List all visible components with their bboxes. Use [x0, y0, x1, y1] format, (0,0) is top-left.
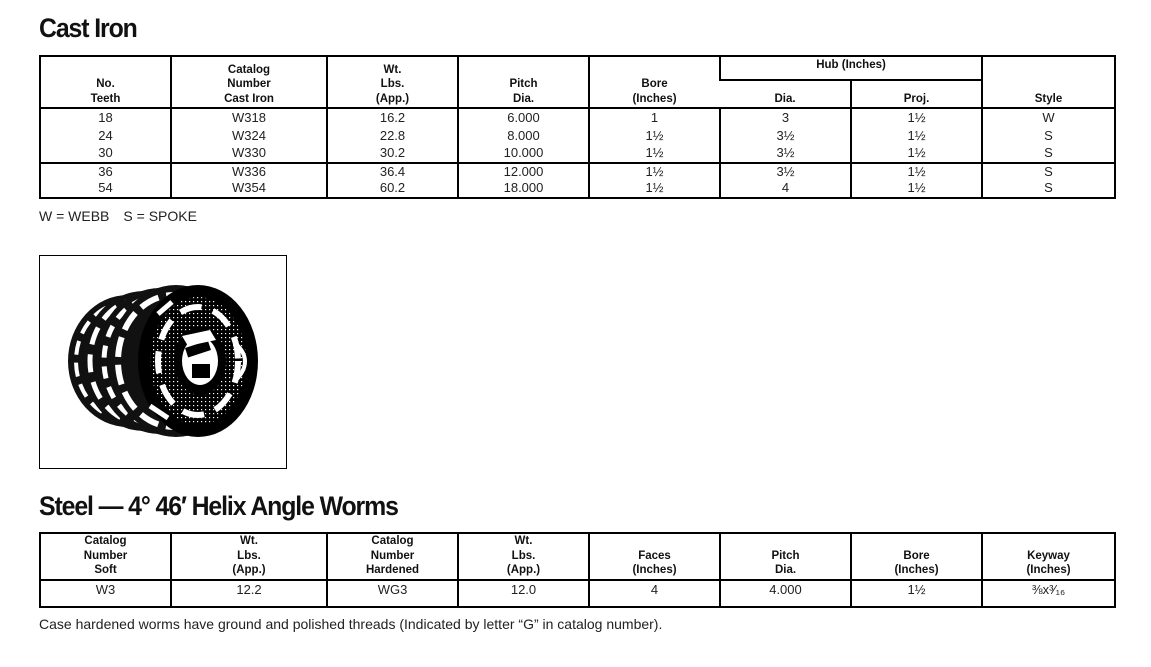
legend-webb: W = WEBB	[39, 208, 110, 224]
cell-teeth: 36	[40, 163, 171, 181]
table-row	[40, 127, 1115, 145]
cell-hub-proj: 1½	[851, 144, 982, 163]
header-line: Soft	[94, 564, 117, 576]
header-weight	[327, 56, 458, 108]
header-hub-group: Hub (Inches)	[720, 56, 982, 80]
header-weight-soft	[171, 533, 327, 580]
header-teeth	[40, 56, 171, 108]
header-line: (Inches)	[632, 564, 677, 576]
cell-hub-proj: 1½	[851, 180, 982, 198]
cell-bore: 1	[589, 108, 720, 127]
table-row	[40, 163, 1115, 181]
cast-iron-title: Cast Iron	[39, 13, 137, 43]
header-line: (Inches)	[894, 564, 939, 576]
cell-weight: 22.8	[327, 127, 458, 145]
worm-gear-illustration	[39, 255, 287, 469]
cell-teeth: 54	[98, 180, 113, 195]
cell-hub-dia: 3½	[720, 144, 851, 163]
header-keyway	[982, 533, 1115, 580]
cell-style: S	[982, 144, 1115, 163]
legend-spoke: S = SPOKE	[123, 208, 197, 224]
header-line: (App.)	[375, 92, 410, 105]
header-weight-hardened	[458, 533, 589, 580]
cell-style: S	[982, 163, 1115, 181]
cell-keyway: ⅜x³⁄₁₆	[982, 580, 1115, 607]
header-line: Number	[227, 78, 271, 90]
cell-weight-hard: 12.0	[458, 580, 589, 607]
cell-teeth: 18	[98, 110, 113, 125]
cell-weight: 30.2	[327, 144, 458, 163]
header-line: Catalog	[227, 63, 271, 76]
cell-hub-dia: 3½	[720, 127, 851, 145]
header-line: Dia.	[774, 564, 797, 576]
header-line: Pitch	[509, 78, 538, 90]
header-catalog-number	[171, 56, 327, 108]
header-line: Dia.	[512, 92, 535, 105]
header-line: Hardened	[365, 564, 420, 576]
header-hub-dia: Dia.	[720, 80, 851, 108]
cell-pitch: 8.000	[458, 127, 589, 145]
header-bore	[589, 56, 720, 108]
header-style: Style	[982, 56, 1115, 108]
cell-catalog-hard: WG3	[327, 580, 458, 607]
cell-weight: 36.4	[327, 163, 458, 181]
cell-teeth: 30	[98, 145, 113, 160]
cell-style: W	[982, 108, 1115, 127]
header-line: (App.)	[506, 564, 541, 576]
cell-catalog: W330	[171, 144, 327, 163]
cell-catalog: W354	[171, 180, 327, 198]
header-pitch-dia	[458, 56, 589, 108]
cast-iron-table	[39, 55, 1116, 199]
header-line: (App.)	[232, 564, 266, 576]
cell-hub-proj: 1½	[851, 127, 982, 145]
cell-hub-proj: 1½	[851, 163, 982, 181]
cell-teeth: 24	[98, 127, 113, 143]
cell-bore: 1½	[589, 180, 720, 198]
cell-catalog: W318	[171, 108, 327, 127]
table-row	[40, 180, 1115, 198]
cell-pitch: 4.000	[720, 580, 851, 607]
cell-hub-dia: 3	[720, 108, 851, 127]
header-line: No.	[96, 78, 115, 90]
style-legend	[39, 208, 197, 224]
header-catalog-soft	[40, 533, 171, 580]
worm-gear-drawing	[40, 256, 287, 469]
cell-bore: 1½	[589, 127, 720, 145]
cell-catalog-soft: W3	[95, 581, 116, 597]
cell-hub-proj: 1½	[851, 108, 982, 127]
cell-catalog: W336	[171, 163, 327, 181]
cell-bore: 1½	[589, 163, 720, 181]
cell-bore: 1½	[589, 144, 720, 163]
table-row	[40, 144, 1115, 163]
header-line: Catalog	[371, 535, 414, 547]
header-line: Bore	[903, 549, 930, 562]
header-line: Faces	[638, 549, 671, 562]
cell-weight: 60.2	[327, 180, 458, 198]
header-line: Lbs.	[237, 549, 261, 562]
header-line: (Inches)	[1026, 564, 1071, 576]
cell-pitch: 10.000	[458, 144, 589, 163]
cell-hub-dia: 4	[720, 180, 851, 198]
hardened-footnote: Case hardened worms have ground and polished threads (Indicated by letter “G” in catalog number).	[39, 616, 663, 632]
header-line: (Inches)	[632, 92, 677, 105]
cell-pitch: 6.000	[458, 108, 589, 127]
header-line: Catalog	[84, 535, 127, 547]
header-line: Cast Iron	[224, 92, 274, 105]
header-line: Teeth	[90, 92, 121, 105]
header-line: Wt.	[514, 535, 533, 547]
cell-weight-soft: 12.2	[171, 580, 327, 607]
cell-style: S	[982, 127, 1115, 145]
cell-bore: 1½	[851, 580, 982, 607]
header-faces	[589, 533, 720, 580]
cell-hub-dia: 3½	[720, 163, 851, 181]
cell-faces: 4	[589, 580, 720, 607]
cell-pitch: 12.000	[458, 163, 589, 181]
table-row	[40, 580, 1115, 607]
cell-catalog: W324	[171, 127, 327, 145]
header-line: Number	[370, 549, 415, 562]
cell-pitch: 18.000	[458, 180, 589, 198]
header-line: Lbs.	[511, 549, 536, 562]
steel-worms-title: Steel — 4° 46′ Helix Angle Worms	[39, 491, 398, 521]
header-line: Wt.	[383, 63, 402, 76]
header-line: Number	[83, 549, 128, 562]
header-catalog-hardened	[327, 533, 458, 580]
header-bore	[851, 533, 982, 580]
cell-style: S	[982, 180, 1115, 198]
header-line: Wt.	[240, 535, 258, 547]
cell-weight: 16.2	[327, 108, 458, 127]
table-row	[40, 108, 1115, 127]
header-pitch-dia	[720, 533, 851, 580]
header-hub-proj: Proj.	[851, 80, 982, 108]
header-line: Pitch	[771, 549, 800, 562]
header-line: Lbs.	[380, 78, 405, 90]
header-line: Bore	[641, 78, 668, 90]
header-line: Keyway	[1027, 549, 1070, 562]
steel-worms-table	[39, 532, 1116, 608]
